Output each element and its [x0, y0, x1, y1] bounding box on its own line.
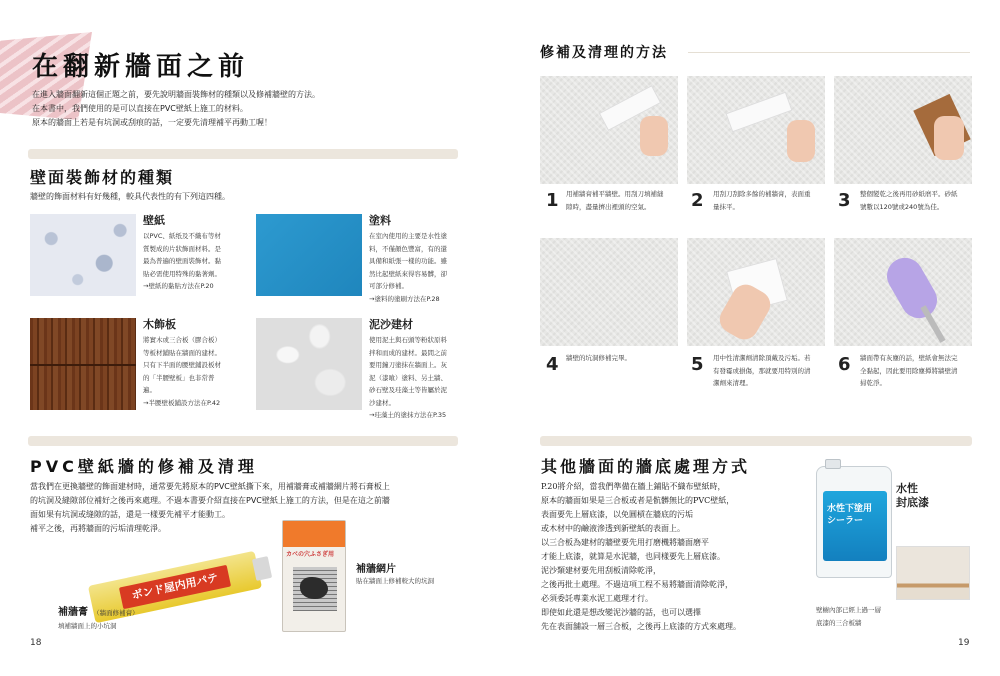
section-bar	[28, 436, 458, 446]
step-text-line: 有發霉或損傷，那就要用特別的清	[713, 366, 811, 375]
material-ref: →半腰壁板鋪設方法在P.42	[143, 398, 221, 407]
material-desc-line: 的「半腰壁板」也非常普	[143, 373, 215, 382]
step-number: 5	[691, 354, 704, 375]
jug-cap	[825, 459, 841, 469]
body-line: 原本的牆面如果是三合板或者是骯髒無比的PVC壁紙，	[541, 496, 735, 505]
material-desc-line: 只有下半面的腰壁鋪設板材	[143, 361, 221, 369]
item-desc: 填補牆面上的小坑洞	[58, 621, 117, 630]
patch-caption	[356, 560, 434, 588]
section-bar	[28, 149, 458, 159]
material-desc-line: 可部分修補。	[369, 282, 408, 290]
patch-package-text: カベの穴ふさぎ用	[286, 551, 335, 558]
body-line: 先在表面舖設一層三合板，之後再上底漆的方式來處理。	[541, 622, 741, 631]
tube-cap	[252, 556, 272, 581]
step-number: 2	[691, 190, 704, 211]
material-desc-line: 拌和而成的建材。最間之前	[369, 348, 447, 357]
material-desc-line: 將實木或三合板（膠合板）	[143, 336, 221, 344]
material-desc-line: 最為普遍的壁面裝飾材。黏	[143, 257, 221, 265]
material-ref: →壁紙的黏貼方法在P.20	[143, 282, 214, 290]
primed-closet-photo	[896, 546, 970, 600]
caption-line: 壁櫥內部已經上過一層	[816, 606, 881, 614]
material-paint	[369, 212, 469, 305]
plaster-sample-image	[256, 318, 362, 410]
item-desc: 貼在牆面上修補較大的坑洞	[356, 577, 434, 585]
section-lead: 牆壁的飾面材料有好幾種，較具代表性的有下列這四種。	[30, 192, 230, 201]
material-name: 泥沙建材	[369, 318, 413, 331]
material-desc-line: 貼必需使用特殊的黏著劑。	[143, 269, 221, 278]
step-6-photo	[834, 238, 972, 346]
step-text-line: 潔劑來清理。	[713, 379, 752, 387]
section-title-materials: 壁面裝飾材的種類	[30, 168, 175, 187]
section-title-repair-method: 修補及清理的方法	[540, 45, 668, 61]
page-title: 在翻新牆面之前	[32, 52, 250, 82]
step-text-line: 量抹平。	[713, 202, 739, 211]
body-line: 的坑洞及縫隙部位補好之後再來處理。不過本書要介紹直接在PVC壁紙上施工的方法，但是在這之前牆	[30, 496, 390, 505]
body-line: 以三合板為建材的牆壁要先用打磨機將牆面磨平	[541, 538, 709, 547]
step-3-photo	[834, 76, 972, 184]
section-title-other-walls: 其他牆面的牆底處理方式	[541, 457, 751, 476]
step-text-line: 用補牆膏補平牆壁。用刮刀填補縫	[566, 190, 664, 198]
item-name: 補牆網片	[356, 564, 396, 575]
item-name: 補牆膏	[58, 607, 88, 618]
material-wallpaper	[143, 212, 243, 293]
paint-sample-image	[256, 214, 362, 296]
material-desc-line: 砂石壁及珪藻土等皆屬於泥	[369, 386, 447, 394]
body-line: 表面要先上層底漆，以免圓槓在牆底的污垢	[541, 510, 693, 519]
step-text-line: 全黏起，因此要用除塵撢將牆壁清	[860, 366, 958, 375]
step-number: 1	[546, 190, 559, 211]
patch-mesh-image	[282, 520, 346, 632]
step-text-line: 牆面帶有灰塵的話，壁紙會無法完	[860, 354, 958, 362]
material-name: 木飾板	[143, 318, 176, 331]
step-number: 4	[546, 354, 559, 375]
step-text-line: 隙時，盡量擠出裡頭的空氣。	[566, 202, 651, 211]
step-text-line: 牆壁的坑洞修補完畢。	[566, 354, 631, 362]
material-ref: →塗料的塗刷方法在P.28	[369, 294, 440, 303]
body-line: 或木材中的鹼液滲透到新壁紙的表面上。	[541, 524, 685, 533]
material-desc-line: 以PVC、紙纸及不織布等材	[143, 232, 221, 240]
item-subname: （牆面修補膏）	[93, 609, 139, 617]
material-name: 塗料	[369, 214, 391, 227]
closet-photo-caption	[816, 604, 956, 629]
body-line: P.20將介紹，當我們準備在牆上鋪貼不織布壁紙時，	[541, 482, 726, 491]
material-plaster	[369, 316, 469, 422]
intro-line: 在本書中，我們使用的是可以直接在PVC壁紙上施工的材料。	[32, 104, 248, 113]
caption-line: 底漆的三合板牆	[816, 618, 862, 627]
body-line: 必須委託專業水泥工處理才行。	[541, 594, 653, 603]
material-desc-line: 然比起壁紙來得容易髒，卻	[369, 269, 447, 278]
material-wood	[143, 316, 243, 409]
page-number-left: 18	[30, 638, 42, 648]
primer-jug-image	[816, 466, 892, 578]
material-desc-line: 使用泥土與石頭等粉狀原料	[369, 336, 447, 344]
step-1-photo	[540, 76, 678, 184]
material-desc-line: 具備和紙張一樣的功能。雖	[369, 257, 447, 265]
step-text-line: 整個變乾之後再用砂紙磨平。砂紙	[860, 190, 958, 198]
body-line: 當我們在更換牆壁的飾面建材時，通常要先將原本的PVC壁紙撕下來，用補牆膏或補牆網片將石膏板上	[30, 482, 390, 491]
material-desc-line: 料，不僅顏色豐富，有的還	[369, 244, 447, 253]
section-title-pvc-repair: PVC壁紙牆的修補及清理	[30, 457, 258, 476]
material-name: 壁紙	[143, 214, 165, 227]
body-line: 之後再批土處理。不過這項工程不易將牆面清除乾淨，	[541, 580, 733, 589]
material-desc-line: 泥（漆喰）塗料、另土牆、	[369, 373, 447, 382]
primer-label-line: 水性	[896, 482, 918, 495]
putty-tube-brand: ボンド屋内用パテ	[119, 565, 231, 609]
material-desc-line: 遍。	[143, 386, 156, 394]
section-bar	[540, 436, 972, 446]
material-desc-line: 沙建材。	[369, 398, 395, 407]
step-text-line: 掃乾淨。	[860, 379, 886, 387]
section-rule	[688, 52, 970, 53]
material-ref: →珪藻土的塗抹方法在P.35	[369, 411, 447, 419]
wood-panel-sample-image	[30, 318, 136, 410]
intro-paragraph	[32, 88, 452, 130]
material-desc-line: 要用鐘刀塗抹在牆面上。灰	[369, 361, 447, 369]
body-line: 補平之後，再將牆面的污垢清理乾淨。	[30, 524, 166, 533]
step-5-photo	[687, 238, 825, 346]
step-number: 3	[838, 190, 851, 211]
step-text-line: 用中性清潔劑清除頂戴及污垢。若	[713, 354, 811, 362]
step-number: 6	[838, 354, 851, 375]
wall-hole	[300, 577, 328, 599]
patch-package-top	[283, 521, 345, 547]
body-line: 泥沙類建材要先用刮板清除乾淨，	[541, 566, 661, 575]
jug-label-text: 水性下塗用 シーラー	[827, 504, 873, 526]
step-text-line: 用刮刀刮除多餘的補牆膏，表面重	[713, 190, 811, 198]
material-desc-line: 等板材鋪貼在牆面的建材。	[143, 348, 221, 357]
body-line: 才能上底漆，就算是水泥牆，也同樣要先上層底漆。	[541, 552, 725, 561]
step-4-photo	[540, 238, 678, 346]
material-desc-line: 質製成的片狀飾面材料。是	[143, 244, 221, 253]
putty-caption	[58, 600, 139, 632]
wallpaper-sample-image	[30, 214, 136, 296]
step-2-photo	[687, 76, 825, 184]
step-text-line: 號數以120號或240號為佳。	[860, 202, 944, 211]
intro-line: 在進入牆面翻新這個正題之前，要先說明牆面裝飾材的種類以及修補牆壁的方法。	[32, 90, 320, 99]
material-desc-line: 在室內使用的主要是水性塗	[369, 232, 447, 240]
primer-label	[896, 482, 929, 510]
pvc-repair-paragraph	[30, 480, 470, 536]
intro-line: 原本的牆面上若是有坑洞或刮痕的話，一定要先清理補平再動工喔！	[32, 118, 272, 127]
primer-label-line: 封底漆	[896, 496, 929, 509]
other-walls-paragraph	[541, 480, 811, 634]
page-number-right: 19	[958, 638, 970, 648]
body-line: 面如果有坑洞或缝隙的話，還是一樣要先補平才能動工。	[30, 510, 230, 519]
body-line: 即使如此還是想改變泥沙牆的話，也可以選擇	[541, 608, 701, 617]
